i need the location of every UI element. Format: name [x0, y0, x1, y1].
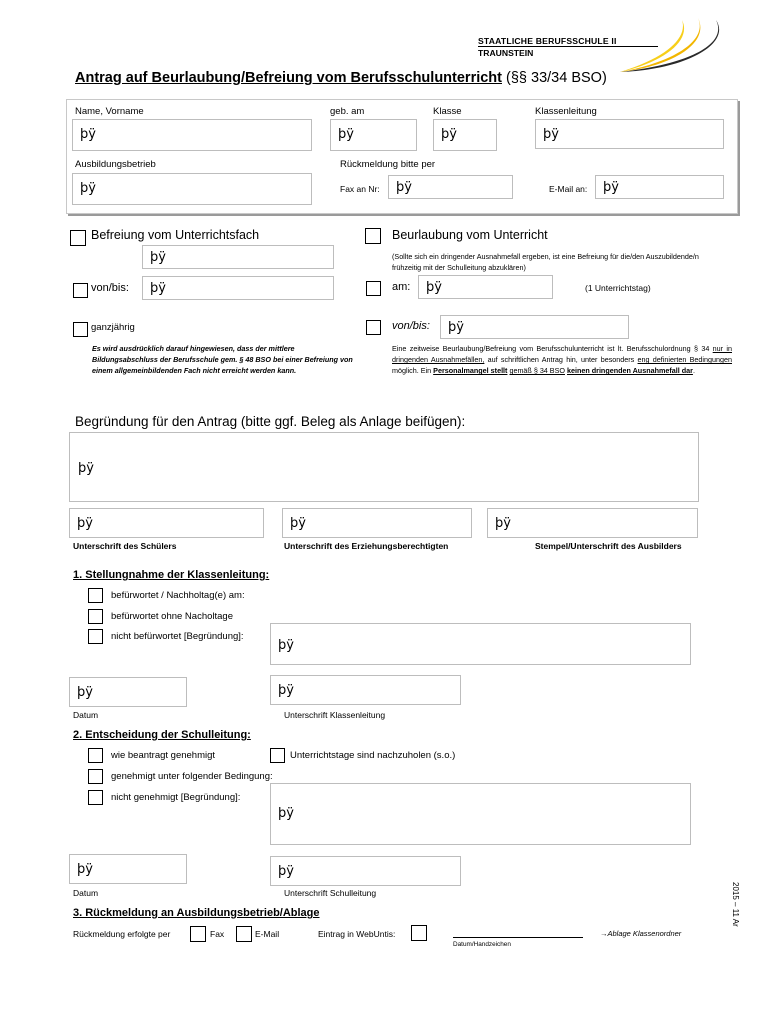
- s2-datum-label: Datum: [73, 888, 99, 898]
- para-10: .: [692, 366, 695, 376]
- s1-opt1-checkbox[interactable]: [88, 588, 103, 603]
- section3-title: 3. Rückmeldung an Ausbildungsbetrieb/Ablage: [73, 907, 320, 919]
- s2-opt2-label: genehmigt unter folgender Bedingung:: [111, 771, 273, 782]
- begruendung-input[interactable]: þÿ: [69, 432, 699, 502]
- para-3: auf schriftlichen Antrag hin, unter besonders: [487, 355, 635, 365]
- school-name-line1: STAATLICHE BERUFSSCHULE II: [478, 36, 617, 46]
- s3-label: Rückmeldung erfolgte per: [73, 929, 171, 939]
- s3-datum-hz-label: Datum/Handzeichen: [453, 941, 511, 948]
- sig-schueler-label: Unterschrift des Schülers: [73, 541, 177, 551]
- s2-opt3-checkbox[interactable]: [88, 790, 103, 805]
- befreiung-fach-input[interactable]: þÿ: [142, 245, 334, 269]
- title-suffix: (§§ 33/34 BSO): [506, 70, 607, 86]
- form-code: 2015 – 11 Ar: [731, 882, 740, 927]
- geb-label: geb. am: [330, 106, 365, 117]
- s2-opt1-label: wie beantragt genehmigt: [111, 750, 216, 761]
- s3-ablage-label: →Ablage Klassenordner: [600, 929, 682, 938]
- s3-webuntis-checkbox[interactable]: [411, 925, 427, 941]
- ganzjaehrig-label: ganzjährig: [91, 322, 135, 333]
- s1-opt3-label: nicht befürwortet [Begründung]:: [111, 631, 244, 642]
- s2-opt3-label: nicht genehmigt [Begründung]:: [111, 792, 241, 803]
- klasse-label: Klasse: [433, 106, 462, 117]
- para-4: eng definierten Bedingungen: [637, 355, 733, 365]
- befreiung-note: Es wird ausdrücklich darauf hingewiesen, dass der mittlere Bildungsabschluss der Berufsschule gem. § 48 BSO bei einer Befreiung von einem allgemeinbildenden Fach nicht erreicht werden kann.: [92, 344, 353, 376]
- beurlaubung-vonbis-label: von/bis:: [392, 320, 430, 332]
- sig-erziehung-label: Unterschrift des Erziehungsberechtigten: [284, 541, 449, 551]
- bso-paragraph: [392, 343, 732, 377]
- logo-rule: [478, 46, 658, 47]
- s1-unterschrift-input[interactable]: þÿ: [270, 675, 461, 705]
- s1-opt1-label: befürwortet / Nachholtag(e) am:: [111, 590, 245, 601]
- klasse-input[interactable]: þÿ: [433, 119, 497, 151]
- s1-opt2-checkbox[interactable]: [88, 609, 103, 624]
- para-5: möglich.: [392, 366, 419, 376]
- s3-handzeichen-line[interactable]: [453, 937, 583, 938]
- page-title: [75, 70, 607, 86]
- beurlaubung-am-checkbox[interactable]: [366, 281, 381, 296]
- rueckmeldung-label: Rückmeldung bitte per: [340, 159, 436, 170]
- para-8: gemäß § 34 BSO: [509, 366, 565, 376]
- betrieb-input[interactable]: þÿ: [72, 173, 312, 205]
- beurlaubung-title: Beurlaubung vom Unterricht: [392, 228, 548, 242]
- s1-datum-label: Datum: [73, 710, 99, 720]
- s2-opt1b-label: Unterrichtstage sind nachzuholen (s.o.): [290, 750, 456, 761]
- beurlaubung-vonbis-input[interactable]: þÿ: [440, 315, 629, 339]
- betrieb-label: Ausbildungsbetrieb: [75, 159, 156, 170]
- s1-begruendung-input[interactable]: þÿ: [270, 623, 691, 665]
- s1-unterschrift-label: Unterschrift Klassenleitung: [284, 710, 386, 720]
- section1-title: 1. Stellungnahme der Klassenleitung:: [73, 569, 270, 581]
- section2-title: 2. Entscheidung der Schulleitung:: [73, 729, 251, 741]
- beurlaubung-am-label: am:: [392, 281, 411, 293]
- klassenleitung-label: Klassenleitung: [535, 106, 597, 117]
- befreiung-title: Befreiung vom Unterrichtsfach: [91, 228, 260, 242]
- befreiung-vonbis-checkbox[interactable]: [73, 283, 88, 298]
- para-2: nur in dringenden Ausnahmefällen,: [392, 344, 732, 365]
- s2-opt1-checkbox[interactable]: [88, 748, 103, 763]
- s2-opt2-checkbox[interactable]: [88, 769, 103, 784]
- s2-opt1b-checkbox[interactable]: [270, 748, 285, 763]
- ganzjaehrig-checkbox[interactable]: [73, 322, 88, 337]
- s2-unterschrift-label: Unterschrift Schulleitung: [284, 888, 377, 898]
- para-7: Personalmangel stellt: [433, 366, 508, 376]
- s2-unterschrift-input[interactable]: þÿ: [270, 856, 461, 886]
- geb-input[interactable]: þÿ: [330, 119, 417, 151]
- s1-opt2-label: befürwortet ohne Nacholtage: [111, 611, 233, 622]
- s3-webuntis-label: Eintrag in WebUntis:: [318, 929, 396, 939]
- befreiung-checkbox[interactable]: [70, 230, 86, 246]
- begruendung-title: Begründung für den Antrag (bitte ggf. Beleg als Anlage beifügen):: [75, 414, 466, 429]
- s2-begruendung-input[interactable]: þÿ: [270, 783, 691, 845]
- name-label: Name, Vorname: [75, 106, 144, 117]
- befreiung-vonbis-input[interactable]: þÿ: [142, 276, 334, 300]
- name-input[interactable]: þÿ: [72, 119, 312, 151]
- s2-datum-input[interactable]: þÿ: [69, 854, 187, 884]
- sig-schueler-input[interactable]: þÿ: [69, 508, 264, 538]
- s1-opt3-checkbox[interactable]: [88, 629, 103, 644]
- email-label: E-Mail an:: [549, 184, 588, 194]
- school-name-line2: TRAUNSTEIN: [478, 48, 534, 58]
- para-9: keinen dringenden Ausnahmefall dar: [566, 366, 693, 376]
- s3-fax-checkbox[interactable]: [190, 926, 206, 942]
- sig-ausbilder-label: Stempel/Unterschrift des Ausbilders: [535, 541, 682, 551]
- beurlaubung-hint: (Sollte sich ein dringender Ausnahmefall ergeben, ist eine Befreiung für die/den Auszubildende/n frühzeitig mit der Schulleitung abzuklären): [392, 252, 699, 273]
- email-input[interactable]: þÿ: [595, 175, 724, 199]
- para-6: Ein: [420, 366, 432, 376]
- para-1: Eine zeitweise Beurlaubung/Befreiung vom Berufsschulunterricht ist lt. Berufsschulordnung § 34: [392, 344, 710, 353]
- befreiung-vonbis-label: von/bis:: [91, 282, 129, 294]
- beurlaubung-am-input[interactable]: þÿ: [418, 275, 553, 299]
- sig-erziehung-input[interactable]: þÿ: [282, 508, 472, 538]
- s3-fax-label: Fax: [210, 929, 225, 939]
- beurlaubung-checkbox[interactable]: [365, 228, 381, 244]
- s3-email-label: E-Mail: [255, 929, 280, 939]
- one-day-note: (1 Unterrichtstag): [585, 283, 651, 293]
- s1-datum-input[interactable]: þÿ: [69, 677, 187, 707]
- s3-email-checkbox[interactable]: [236, 926, 252, 942]
- beurlaubung-vonbis-checkbox[interactable]: [366, 320, 381, 335]
- fax-label: Fax an Nr:: [340, 184, 380, 194]
- fax-input[interactable]: þÿ: [388, 175, 513, 199]
- title-main: Antrag auf Beurlaubung/Befreiung vom Berufsschulunterricht: [75, 70, 502, 86]
- sig-ausbilder-input[interactable]: þÿ: [487, 508, 698, 538]
- klassenleitung-input[interactable]: þÿ: [535, 119, 724, 149]
